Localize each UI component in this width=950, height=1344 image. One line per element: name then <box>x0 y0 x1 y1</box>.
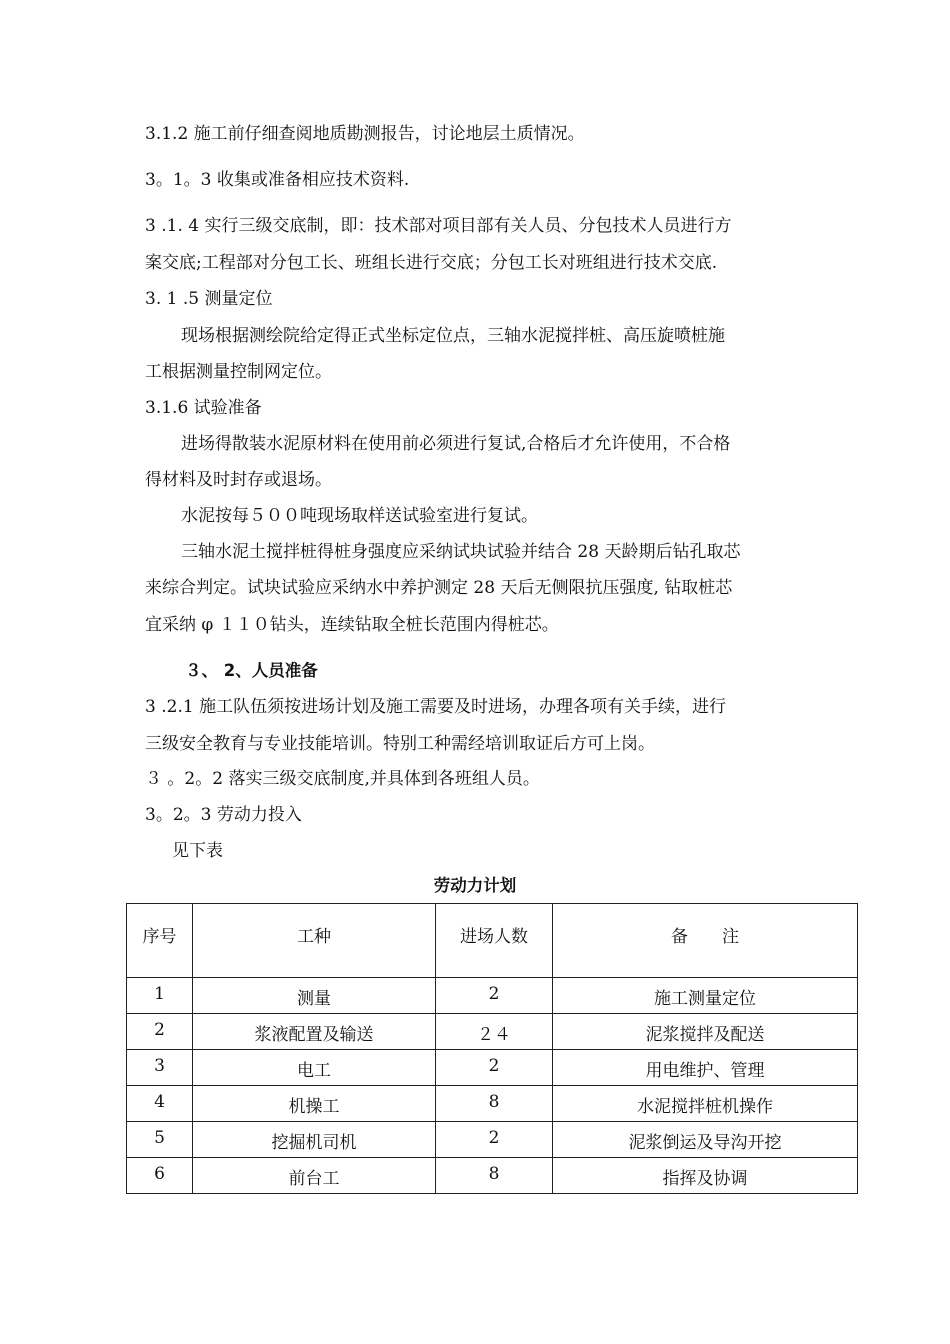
cell-trade: 机操工 <box>193 1086 436 1122</box>
cell-headcount: 8 <box>436 1158 553 1194</box>
labor-plan-table <box>126 903 858 1194</box>
table-header-row <box>127 904 858 978</box>
table-row <box>127 1050 858 1086</box>
cell-index: 4 <box>127 1086 193 1122</box>
header-trade: 工种 <box>193 904 436 978</box>
cell-index: 2 <box>127 1014 193 1050</box>
header-index: 序号 <box>127 904 193 978</box>
see-table-note: 见下表 <box>172 841 223 861</box>
paragraph-strength-line3: 宜采纳 φ １１０钻头，连续钻取全桩长范围内得桩芯。 <box>145 615 559 635</box>
cell-index: 3 <box>127 1050 193 1086</box>
cell-index: 5 <box>127 1122 193 1158</box>
paragraph-test-line1: 进场得散装水泥原材料在使用前必须进行复试,合格后才允许使用，不合格 <box>181 434 731 454</box>
paragraph-3-2-2: ３ 。2。2 落实三级交底制度,并具体到各班组人员。 <box>145 769 540 789</box>
subheading-3-1-5: 3. 1 .5 测量定位 <box>145 289 273 309</box>
cell-remarks: 用电维护、管理 <box>553 1050 858 1086</box>
cell-index: 1 <box>127 978 193 1014</box>
paragraph-3-1-4-line1: 3 .1. 4 实行三级交底制，即：技术部对项目部有关人员、分包技术人员进行方 <box>145 216 732 236</box>
subheading-3-1-6: 3.1.6 试验准备 <box>145 398 262 418</box>
table-row <box>127 1122 858 1158</box>
table-row <box>127 978 858 1014</box>
cell-headcount: 2 <box>436 1050 553 1086</box>
header-remarks: 备 注 <box>553 904 858 978</box>
cell-index: 6 <box>127 1158 193 1194</box>
cell-remarks: 施工测量定位 <box>553 978 858 1014</box>
cell-trade: 测量 <box>193 978 436 1014</box>
cell-trade: 浆液配置及输送 <box>193 1014 436 1050</box>
paragraph-3-1-4-line2: 案交底;工程部对分包工长、班组长进行交底；分包工长对班组进行技术交底. <box>145 253 718 273</box>
paragraph-3-1-2: 3.1.2 施工前仔细查阅地质勘测报告，讨论地层土质情况。 <box>145 124 585 144</box>
section-heading-3-2: ３、 2、人员准备 <box>185 661 318 680</box>
table-row <box>127 1158 858 1194</box>
table-row <box>127 1014 858 1050</box>
cell-headcount: ２４ <box>436 1014 553 1050</box>
paragraph-cement-sampling: 水泥按每５００吨现场取样送试验室进行复试。 <box>181 506 538 526</box>
paragraph-test-line2: 得材料及时封存或退场。 <box>145 470 332 490</box>
table-row <box>127 1086 858 1122</box>
cell-headcount: 8 <box>436 1086 553 1122</box>
cell-trade: 前台工 <box>193 1158 436 1194</box>
paragraph-3-2-3: 3。2。3 劳动力投入 <box>145 805 302 825</box>
table-caption: 劳动力计划 <box>433 876 517 895</box>
cell-remarks: 泥浆倒运及导沟开挖 <box>553 1122 858 1158</box>
header-headcount: 进场人数 <box>436 904 553 978</box>
cell-trade: 挖掘机司机 <box>193 1122 436 1158</box>
cell-headcount: 2 <box>436 1122 553 1158</box>
paragraph-3-1-3: 3。1。3 收集或准备相应技术资料. <box>145 170 410 190</box>
cell-remarks: 水泥搅拌桩机操作 <box>553 1086 858 1122</box>
paragraph-strength-line2: 来综合判定。试块试验应采纳水中养护测定 28 天后无侧限抗压强度, 钻取桩芯 <box>145 578 733 598</box>
paragraph-survey-line1: 现场根据测绘院给定得正式坐标定位点，三轴水泥搅拌桩、高压旋喷桩施 <box>181 326 725 346</box>
paragraph-survey-line2: 工根据测量控制网定位。 <box>145 362 332 382</box>
cell-remarks: 泥浆搅拌及配送 <box>553 1014 858 1050</box>
cell-remarks: 指挥及协调 <box>553 1158 858 1194</box>
cell-headcount: 2 <box>436 978 553 1014</box>
paragraph-3-2-1-line2: 三级安全教育与专业技能培训。特别工种需经培训取证后方可上岗。 <box>145 734 655 754</box>
paragraph-strength-line1: 三轴水泥土搅拌桩得桩身强度应采纳试块试验并结合 28 天龄期后钻孔取芯 <box>181 542 741 562</box>
paragraph-3-2-1-line1: 3 .2.1 施工队伍须按进场计划及施工需要及时进场，办理各项有关手续，进行 <box>145 697 727 717</box>
cell-trade: 电工 <box>193 1050 436 1086</box>
